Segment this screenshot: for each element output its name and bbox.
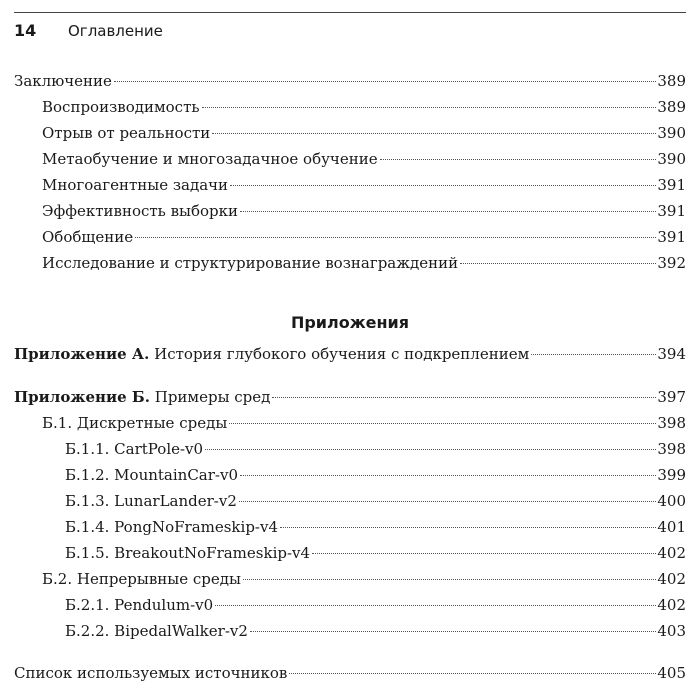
dot-leader <box>229 423 656 424</box>
toc-entry[interactable] <box>65 440 686 462</box>
toc-entry-title: Исследование и структурирование вознаграждений <box>42 254 459 272</box>
toc-entry-page: 391 <box>657 228 686 246</box>
dot-leader <box>135 237 656 238</box>
toc-entry[interactable] <box>42 202 686 224</box>
toc-entry-page: 392 <box>657 254 686 272</box>
dot-leader <box>243 579 656 580</box>
toc-entry-page: 401 <box>657 518 686 536</box>
toc-entry-title: Список используемых источников <box>14 664 288 682</box>
toc-entry-page: 394 <box>657 345 686 363</box>
dot-leader <box>272 397 656 398</box>
toc-entry[interactable] <box>65 596 686 618</box>
appendix-label: Приложение Б. <box>14 388 150 406</box>
toc-entry-page: 390 <box>657 124 686 142</box>
toc-entry[interactable] <box>42 254 686 276</box>
toc-entry-page: 390 <box>657 150 686 168</box>
toc-entry-title: Б.1.3. LunarLander-v2 <box>65 492 237 510</box>
toc-entry-title: Б.2. Непрерывные среды <box>42 570 241 588</box>
appendices-heading: Приложения <box>290 313 410 332</box>
dot-leader <box>380 159 657 160</box>
dot-leader <box>230 185 656 186</box>
toc-entry[interactable] <box>65 518 686 540</box>
toc-entry[interactable] <box>65 622 686 644</box>
toc-entry[interactable] <box>65 544 686 566</box>
dot-leader <box>531 354 656 355</box>
toc-entry-title <box>14 345 529 363</box>
toc-entry-title: Обобщение <box>42 228 134 246</box>
toc-entry-title: Отрыв от реальности <box>42 124 211 142</box>
toc-entry-title: Б.1.1. CartPole-v0 <box>65 440 204 458</box>
running-title: Оглавление <box>68 22 163 40</box>
toc-entry-page: 400 <box>657 492 686 510</box>
dot-leader <box>215 605 656 606</box>
toc-entry-title: Б.1. Дискретные среды <box>42 414 228 432</box>
toc-entry-title: Б.1.2. MountainCar-v0 <box>65 466 238 484</box>
toc-entry-title: Эффективность выборки <box>42 202 239 220</box>
toc-entry-appendix-a[interactable] <box>14 345 686 367</box>
dot-leader <box>312 553 656 554</box>
toc-entry-page: 397 <box>657 388 686 406</box>
dot-leader <box>460 263 656 264</box>
page-header <box>14 12 686 43</box>
toc-entry-page: 398 <box>657 440 686 458</box>
toc-entry[interactable] <box>42 150 686 172</box>
toc-entry-page: 402 <box>657 596 686 614</box>
toc-entry-conclusion[interactable] <box>14 72 686 94</box>
dot-leader <box>205 449 656 450</box>
toc-entry-page: 391 <box>657 176 686 194</box>
dot-leader <box>212 133 656 134</box>
toc-entry[interactable] <box>42 570 686 592</box>
toc-entry[interactable] <box>42 228 686 250</box>
toc-entry-title: Метаобучение и многозадачное обучение <box>42 150 378 168</box>
toc-entry-title: Воспроизводимость <box>42 98 200 116</box>
toc-entry[interactable] <box>42 176 686 198</box>
toc-entry-page: 389 <box>657 98 686 116</box>
toc-entry[interactable] <box>42 124 686 146</box>
toc-entry-title: Многоагентные задачи <box>42 176 229 194</box>
toc-entry-title: Б.2.2. BipedalWalker-v2 <box>65 622 248 640</box>
toc-entry-page: 389 <box>657 72 686 90</box>
toc-entry-page: 391 <box>657 202 686 220</box>
toc-entry[interactable] <box>42 414 686 436</box>
toc-entry-bibliography[interactable] <box>14 664 686 686</box>
dot-leader <box>250 631 656 632</box>
dot-leader <box>240 475 656 476</box>
dot-leader <box>239 501 656 502</box>
toc-entry-page: 402 <box>657 544 686 562</box>
toc-entry-page: 405 <box>657 664 686 682</box>
toc-entry[interactable] <box>65 466 686 488</box>
toc-entry-page: 398 <box>657 414 686 432</box>
toc-entry-page: 403 <box>657 622 686 640</box>
toc-entry-page: 402 <box>657 570 686 588</box>
dot-leader <box>240 211 656 212</box>
toc-entry[interactable] <box>65 492 686 514</box>
appendix-title: Примеры сред <box>149 388 271 406</box>
toc-entry-appendix-b[interactable] <box>14 388 686 410</box>
dot-leader <box>280 527 656 528</box>
dot-leader <box>202 107 657 108</box>
toc-entry-title: Б.1.5. BreakoutNoFrameskip-v4 <box>65 544 311 562</box>
appendix-label: Приложение А. <box>14 345 150 363</box>
toc-entry-title: Б.1.4. PongNoFrameskip-v4 <box>65 518 279 536</box>
page-number: 14 <box>14 21 37 40</box>
toc-entry-page: 399 <box>657 466 686 484</box>
toc-entry-title: Б.2.1. Pendulum-v0 <box>65 596 214 614</box>
toc-entry-title: Заключение <box>14 72 112 90</box>
toc-entry[interactable] <box>42 98 686 120</box>
dot-leader <box>289 673 656 674</box>
toc-entry-title <box>14 388 270 406</box>
dot-leader <box>114 81 656 82</box>
appendix-title: История глубокого обучения с подкреплением <box>149 345 530 363</box>
